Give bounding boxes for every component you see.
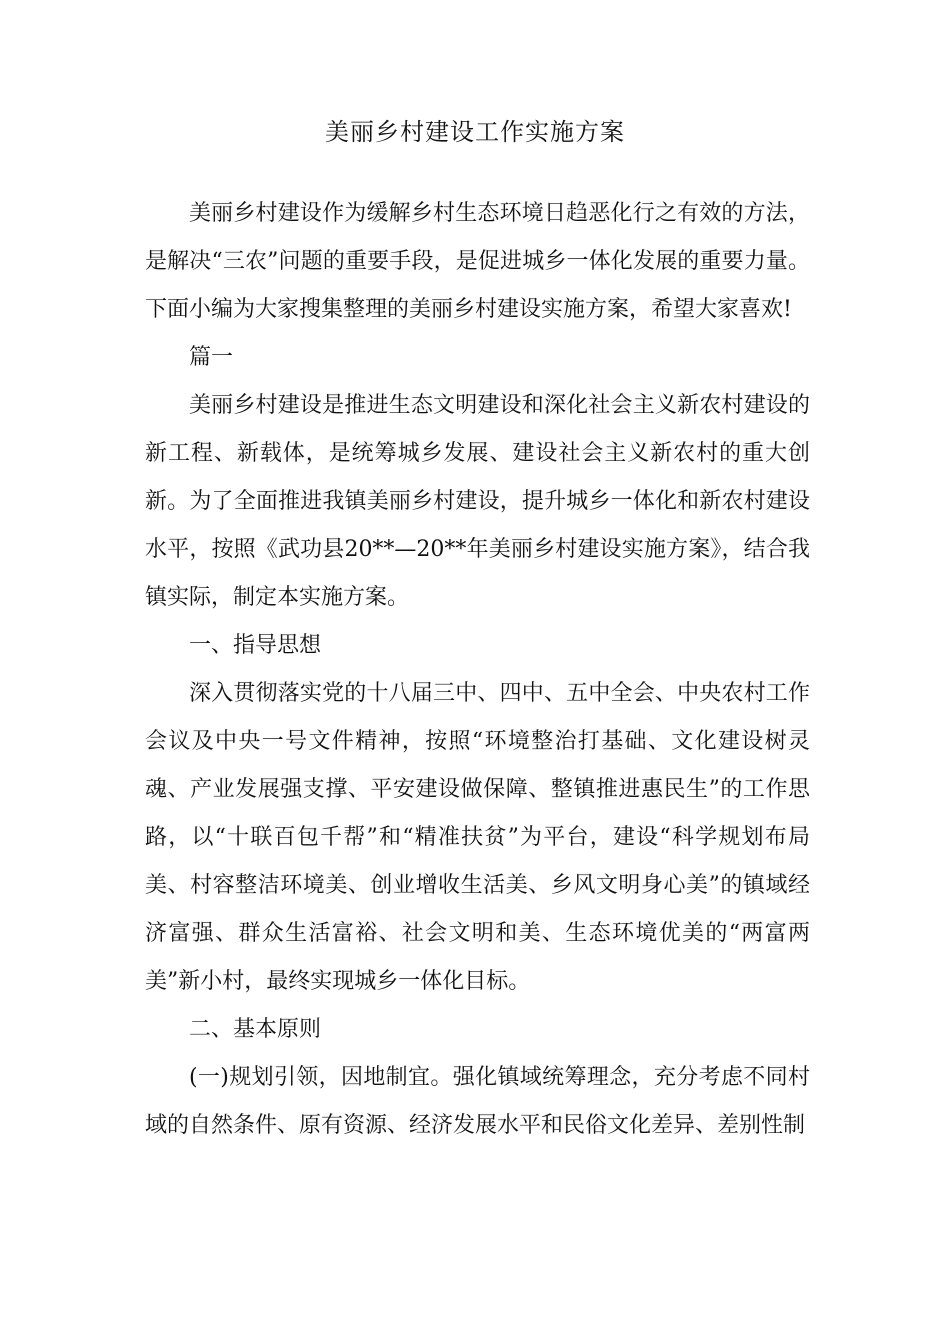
document-body [145, 190, 810, 1150]
paragraph-overview: 美丽乡村建设是推进生态文明建设和深化社会主义新农村建设的新工程、新载体，是统筹城乡发展、建设社会主义新农村的重大创新。为了全面推进我镇美丽乡村建设，提升城乡一体化和新农村建设水平，按照《武功县20**—20**年美丽乡村建设实施方案》，结合我镇实际，制定本实施方案。 [145, 393, 810, 610]
document-title: 美丽乡村建设工作实施方案 [325, 118, 625, 146]
paragraph-intro: 美丽乡村建设作为缓解乡村生态环境日趋恶化行之有效的方法，是解决“三农”问题的重要手段，是促进城乡一体化发展的重要力量。下面小编为大家搜集整理的美丽乡村建设实施方案，希望大家喜欢! [145, 201, 810, 322]
section-heading-part-one: 篇一 [189, 345, 234, 370]
paragraph-principle-one: (一)规划引领，因地制宜。强化镇域统筹理念，充分考虑不同村域的自然条件、原有资源、经济发展水平和民俗文化差异、差别性制 [145, 1065, 810, 1138]
section-heading-guiding-ideology: 一、指导思想 [189, 633, 322, 658]
section-heading-basic-principles: 二、基本原则 [189, 1017, 322, 1042]
paragraph-guiding-ideology: 深入贯彻落实党的十八届三中、四中、五中全会、中央农村工作会议及中央一号文件精神，按照“环境整治打基础、文化建设树灵魂、产业发展强支撑、平安建设做保障、整镇推进惠民生”的工作思路，以“十联百包千帮”和“精准扶贫”为平台，建设“科学规划布局美、村容整洁环境美、创业增收生活美、乡风文明身心美”的镇域经济富强、群众生活富裕、社会文明和美、生态环境优美的“两富两美”新小村，最终实现城乡一体化目标。 [145, 681, 810, 994]
